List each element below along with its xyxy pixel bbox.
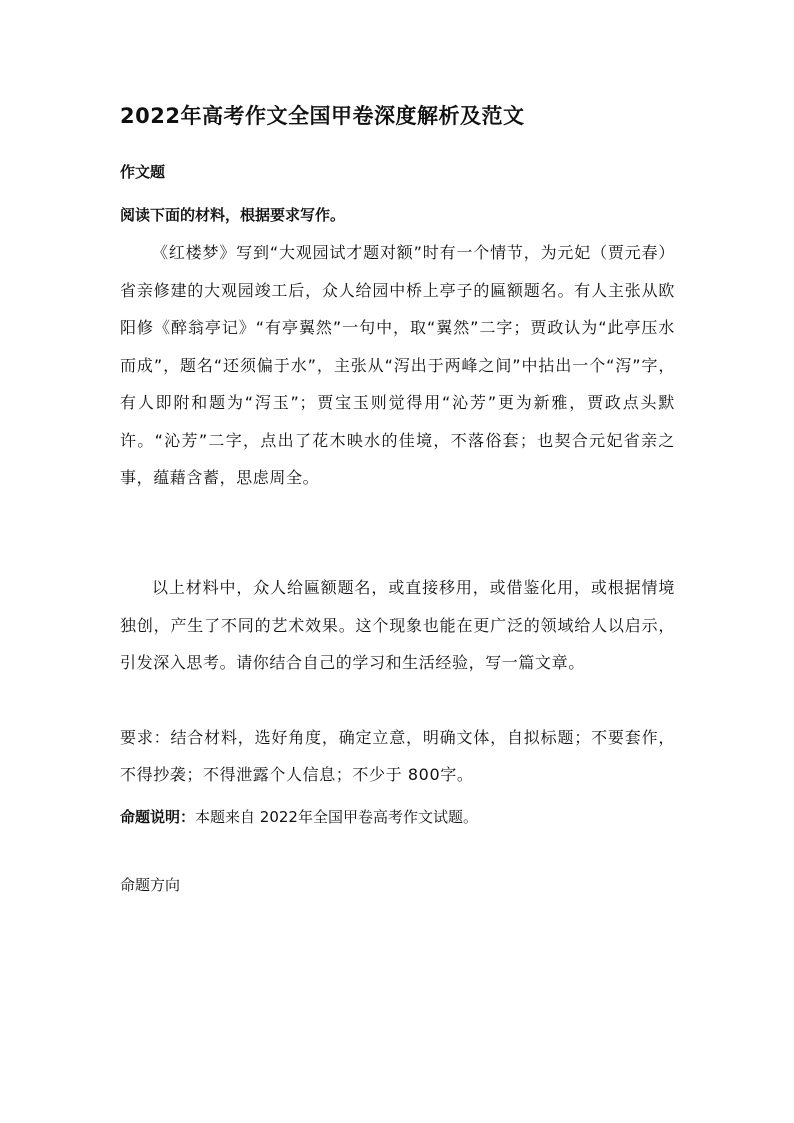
writing-instruction: 阅读下面的材料，根据要求写作。 [120, 206, 346, 224]
document-title: 2022年高考作文全国甲卷深度解析及范文 [120, 104, 525, 128]
direction-heading: 命题方向 [120, 876, 181, 894]
material-paragraph: 《红楼梦》写到“大观园试才题对额”时有一个情节，为元妃（贾元春）省亲修建的大观园竣工后，众人给园中桥上亭子的匾额题名。有人主张从欧阳修《醉翁亭记》“有亭翼然”一句中，取“翼然”二字；贾政认为“此亭压水而成”，题名“还须偏于水”，主张从“泻出于两峰之间”中拈出一个“泻”字，有人即附和题为“泻玉”；贾宝玉则觉得用“沁芳”更为新雅，贾政点头默许。“沁芳”二字，点出了花木映水的佳境，不落俗套；也契合元妃省亲之事，蕴藉含蓄，思虑周全。 [120, 243, 675, 487]
section-heading: 作文题 [120, 163, 166, 181]
source-note-text: 本题来自 2022年全国甲卷高考作文试题。 [195, 808, 478, 826]
requirements-paragraph: 要求：结合材料，选好角度，确定立意，明确文体，自拟标题；不要套作，不得抄袭；不得泄露个人信息；不少于 800字。 [120, 728, 675, 784]
prompt-paragraph: 以上材料中，众人给匾额题名，或直接移用，或借鉴化用，或根据情境独创，产生了不同的艺术效果。这个现象也能在更广泛的领域给人以启示，引发深入思考。请你结合自己的学习和生活经验，写一篇文章。 [120, 578, 675, 672]
source-note-label: 命题说明： [120, 808, 196, 826]
source-note [120, 805, 680, 829]
